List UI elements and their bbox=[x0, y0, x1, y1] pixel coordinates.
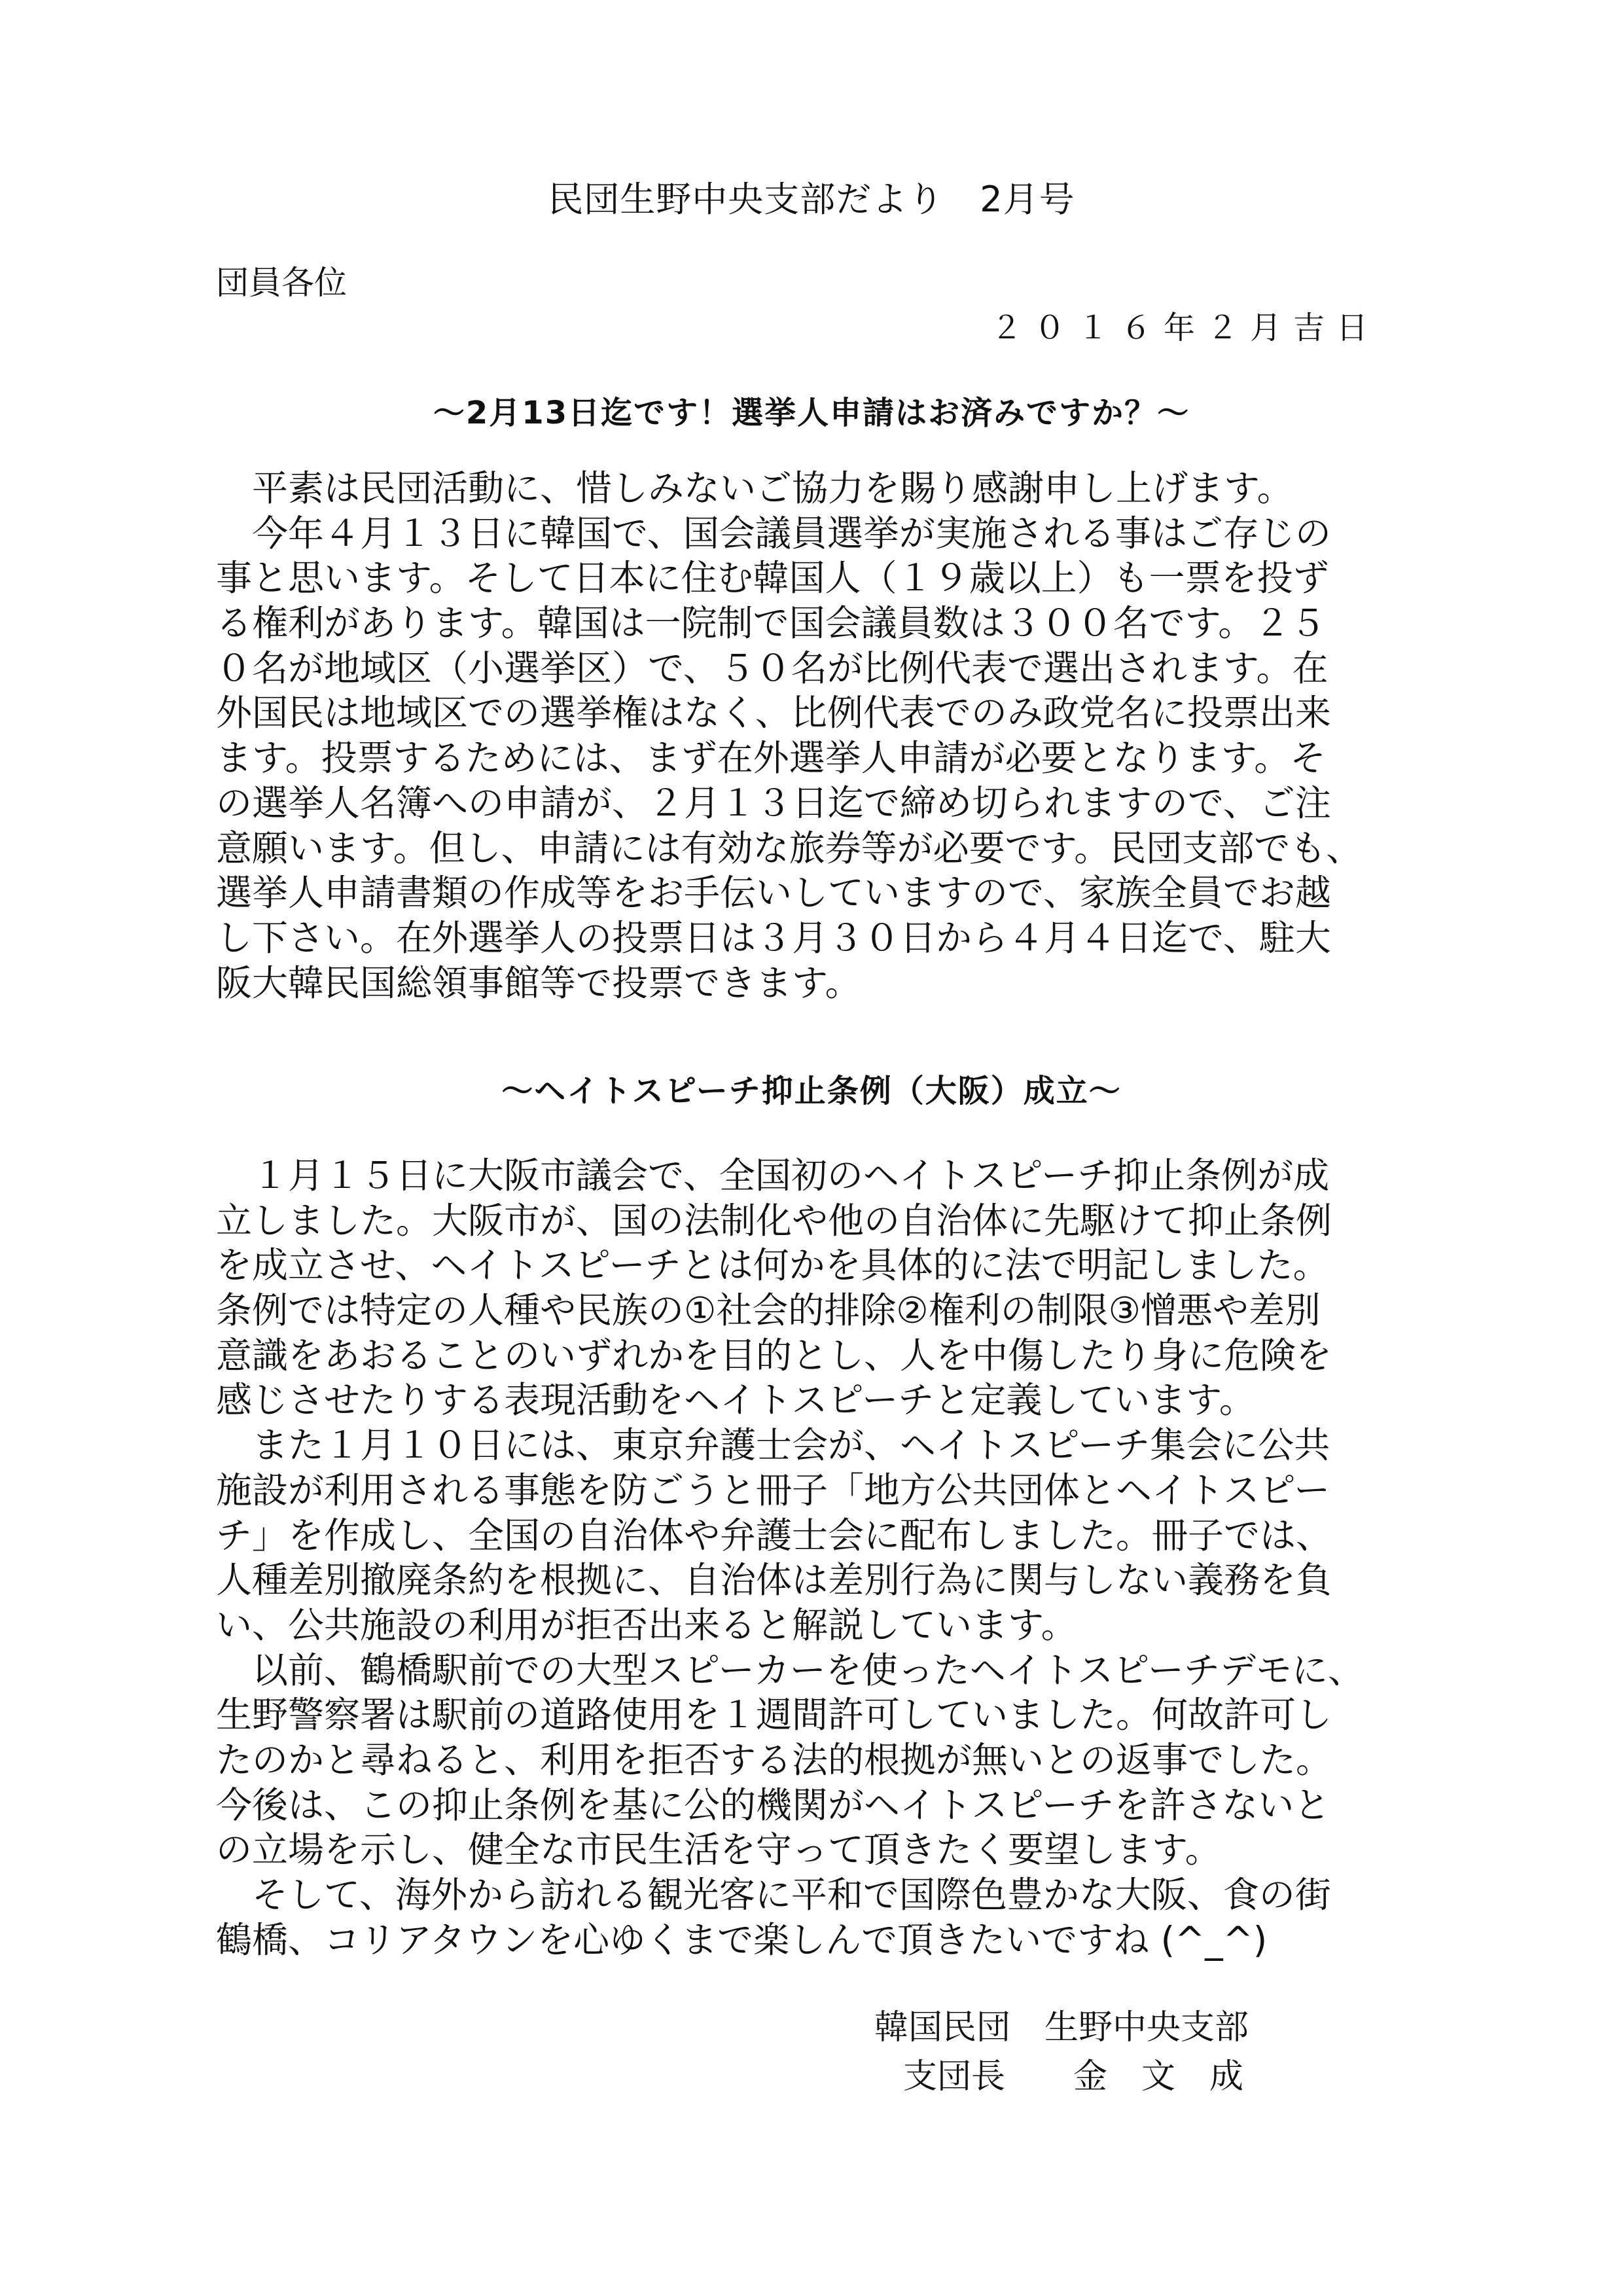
body-line: を成立させ、ヘイトスピーチとは何かを具体的に法で明記しました。 bbox=[216, 1244, 1329, 1287]
body-line: 今後は、この抑止条例を基に公的機関がヘイトスピーチを許さないと bbox=[216, 1784, 1330, 1826]
body-line: 平素は民団活動に、惜しみないご協力を賜り感謝申し上げます。 bbox=[216, 467, 1293, 509]
body-line: 今年４月１３日に韓国で、国会議員選挙が実施される事はご存じの bbox=[216, 512, 1331, 554]
body-line: １月１５日に大阪市議会で、全国初のヘイトスピーチ抑止条例が成 bbox=[216, 1155, 1330, 1196]
body-line: 生野警察署は駅前の道路使用を１週間許可していました。何故許可し bbox=[216, 1694, 1332, 1736]
body-line: 以前、鶴橋駅前での大型スピーカーを使ったヘイトスピーチデモに、 bbox=[216, 1649, 1364, 1691]
body-line: し下さい。在外選挙人の投票日は３月３０日から４月４日迄で、駐大 bbox=[216, 916, 1331, 959]
body-line: い、公共施設の利用が拒否出来ると解説しています。 bbox=[216, 1604, 1077, 1646]
signature-organization: 韓国民団 生野中央支部 bbox=[874, 2008, 1249, 2047]
body-line: 意願います。但し、申請には有効な旅券等が必要です。民団支部でも、 bbox=[216, 827, 1363, 869]
body-line: また１月１０日には、東京弁護士会が、ヘイトスピーチ集会に公共 bbox=[216, 1424, 1330, 1467]
body-line: 外国民は地域区での選挙権はなく、比例代表でのみ政党名に投票出来 bbox=[216, 692, 1331, 734]
section-heading-election: ～2月13日迄です！選挙人申請はお済みですか？～ bbox=[433, 395, 1190, 431]
body-line: 鶴橋、コリアタウンを心ゆくまで楽しんで頂きたいですね (^_^) bbox=[216, 1918, 1268, 1961]
body-line: 意識をあおることのいずれかを目的とし、人を中傷したり身に危険を bbox=[216, 1334, 1332, 1376]
body-line: 施設が利用される事態を防ごうと冊子「地方公共団体とヘイトスピー bbox=[216, 1469, 1330, 1511]
body-line: 条例では特定の人種や民族の①社会的排除②権利の制限③憎悪や差別 bbox=[216, 1289, 1321, 1332]
body-line: る権利があります。韓国は一院制で国会議員数は３００名です。２５ bbox=[216, 602, 1327, 645]
body-line: 選挙人申請書類の作成等をお手伝いしていますので、家族全員でお越 bbox=[216, 872, 1331, 914]
body-line: そして、海外から訪れる観光客に平和で国際色豊かな大阪、食の街 bbox=[216, 1874, 1331, 1916]
body-line: 阪大韓民国総領事館等で投票できます。 bbox=[216, 961, 861, 1004]
section-body-election bbox=[216, 466, 1414, 1005]
body-line: 感じさせたりする表現活動をヘイトスピーチと定義しています。 bbox=[216, 1379, 1255, 1422]
body-line: の選挙人名簿への申請が、２月１３日迄で締め切られますので、ご注 bbox=[216, 781, 1331, 824]
issue-date: ２０１６年２月吉日 bbox=[990, 310, 1380, 346]
body-line: 立しました。大阪市が、国の法制化や他の自治体に先駆けて抑止条例 bbox=[216, 1199, 1332, 1242]
body-line: 事と思います。そして日本に住む韓国人（１９歳以上）も一票を投ず bbox=[216, 557, 1329, 600]
body-line: チ」を作成し、全国の自治体や弁護士会に配布しました。冊子では、 bbox=[216, 1514, 1332, 1556]
body-line: ０名が地域区（小選挙区）で、５０名が比例代表で選出されます。在 bbox=[216, 647, 1329, 689]
body-line: ます。投票するためには、まず在外選挙人申請が必要となります。そ bbox=[216, 737, 1327, 780]
salutation: 団員各位 bbox=[216, 264, 347, 302]
newsletter-title: 民団生野中央支部だより 2月号 bbox=[548, 179, 1075, 220]
signature-name: 支団長 金 文 成 bbox=[903, 2057, 1244, 2096]
section-heading-hate-speech: ～ヘイトスピーチ抑止条例（大阪）成立～ bbox=[501, 1073, 1122, 1109]
section-body-hate-speech bbox=[216, 1153, 1414, 1962]
body-line: たのかと尋ねると、利用を拒否する法的根拠が無いとの返事でした。 bbox=[216, 1738, 1332, 1781]
body-line: の立場を示し、健全な市民生活を守って頂きたく要望します。 bbox=[216, 1829, 1221, 1871]
body-line: 人種差別撤廃条約を根拠に、自治体は差別行為に関与しない義務を負 bbox=[216, 1559, 1332, 1602]
